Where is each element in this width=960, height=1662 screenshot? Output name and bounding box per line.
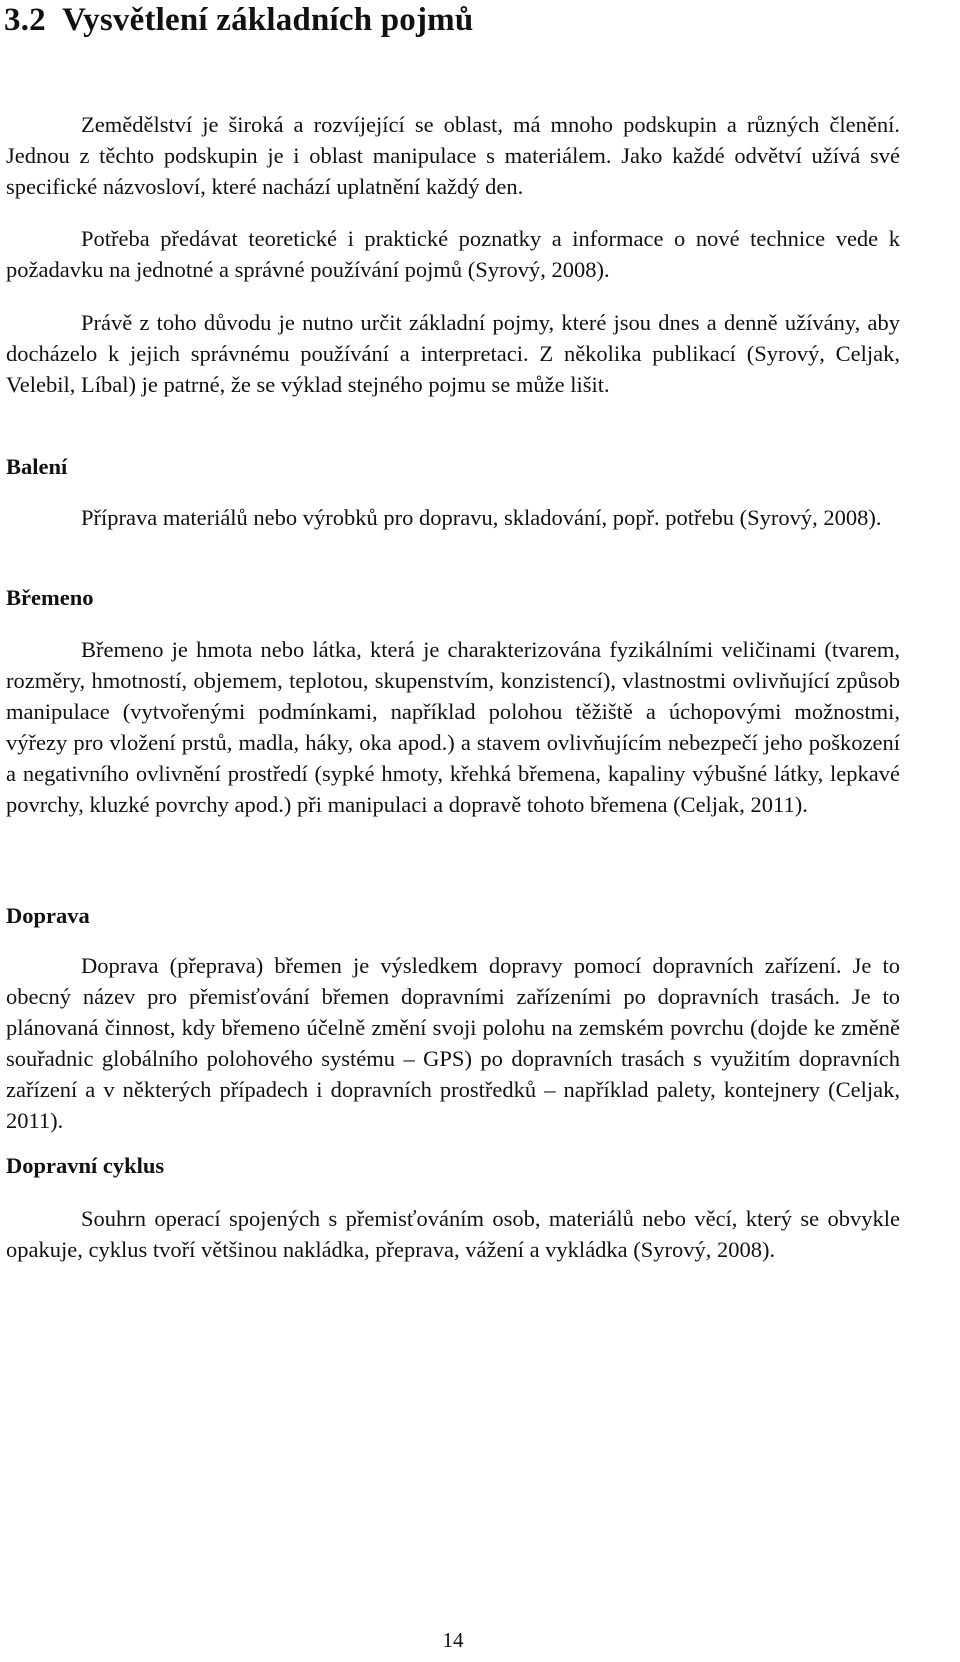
section-number: 3.2 — [4, 2, 46, 38]
term-heading-dopravni-cyklus: Dopravní cyklus — [6, 1153, 165, 1178]
intro-paragraph-3: Právě z toho důvodu je nutno určit základní pojmy, které jsou dnes a denně užívány, aby docházelo k jejich správnému používání a interpretaci. Z několika publikací (Syrový, Celjak, Velebil, Líbal) je patrné, že se výklad stejného pojmu se může lišit. — [6, 310, 900, 397]
intro-paragraph-1: Zemědělství je široká a rozvíjející se oblast, má mnoho podskupin a různých členění. Jednou z těchto podskupin je i oblast manipulace s materiálem. Jako každé odvětví užívá své specifické názvosloví, které nachází uplatnění každý den. — [6, 112, 900, 199]
term-definition-doprava: Doprava (přeprava) břemen je výsledkem dopravy pomocí dopravních zařízení. Je to obecný název pro přemisťování břemen dopravními zařízeními po dopravních trasách. Je to plánovaná činnost, kdy břemeno účelně změní svoji polohu na zemském povrchu (dojde ke změně souřadnic globálního polohového systému – GPS) po dopravních trasách s využitím dopravních zařízení a v některých případech i dopravních prostředků – například palety, kontejnery (Celjak, 2011). — [6, 953, 900, 1133]
term-definition-dopravni-cyklus: Souhrn operací spojených s přemisťováním osob, materiálů nebo věcí, který se obvykle opakuje, cyklus tvoří většinou nakládka, přeprava, vážení a vykládka (Syrový, 2008). — [6, 1206, 900, 1262]
term-definition-bremeno: Břemeno je hmota nebo látka, která je charakterizována fyzikálními veličinami (tvarem, rozměry, hmotností, objemem, teplotou, skupenstvím, konzistencí), vlastnostmi ovlivňující způsob manipulace (vytvořenými podmínkami, například polohou těžiště a úchopovými možnostmi, výřezy pro vložení prstů, madla, háky, oka apod.) a stavem ovlivňujícím nebezpečí jeho poškození a negativního ovlivnění prostředí (sypké hmoty, křehká břemena, kapaliny výbušné látky, lepkavé povrchy, kluzké povrchy apod.) při manipulaci a dopravě tohoto břemena (Celjak, 2011). — [6, 637, 900, 817]
section-heading — [4, 0, 473, 40]
term-heading-baleni: Balení — [6, 454, 68, 479]
term-heading-bremeno: Břemeno — [6, 585, 94, 610]
term-definition-baleni: Příprava materiálů nebo výrobků pro dopravu, skladování, popř. potřebu (Syrový, 2008). — [81, 505, 882, 530]
page-number: 14 — [442, 1628, 464, 1652]
section-title: Vysvětlení základních pojmů — [62, 2, 474, 38]
intro-paragraph-2: Potřeba předávat teoretické i praktické poznatky a informace o nové technice vede k požadavku na jednotné a správné používání pojmů (Syrový, 2008). — [6, 226, 900, 282]
term-heading-doprava: Doprava — [6, 903, 90, 928]
